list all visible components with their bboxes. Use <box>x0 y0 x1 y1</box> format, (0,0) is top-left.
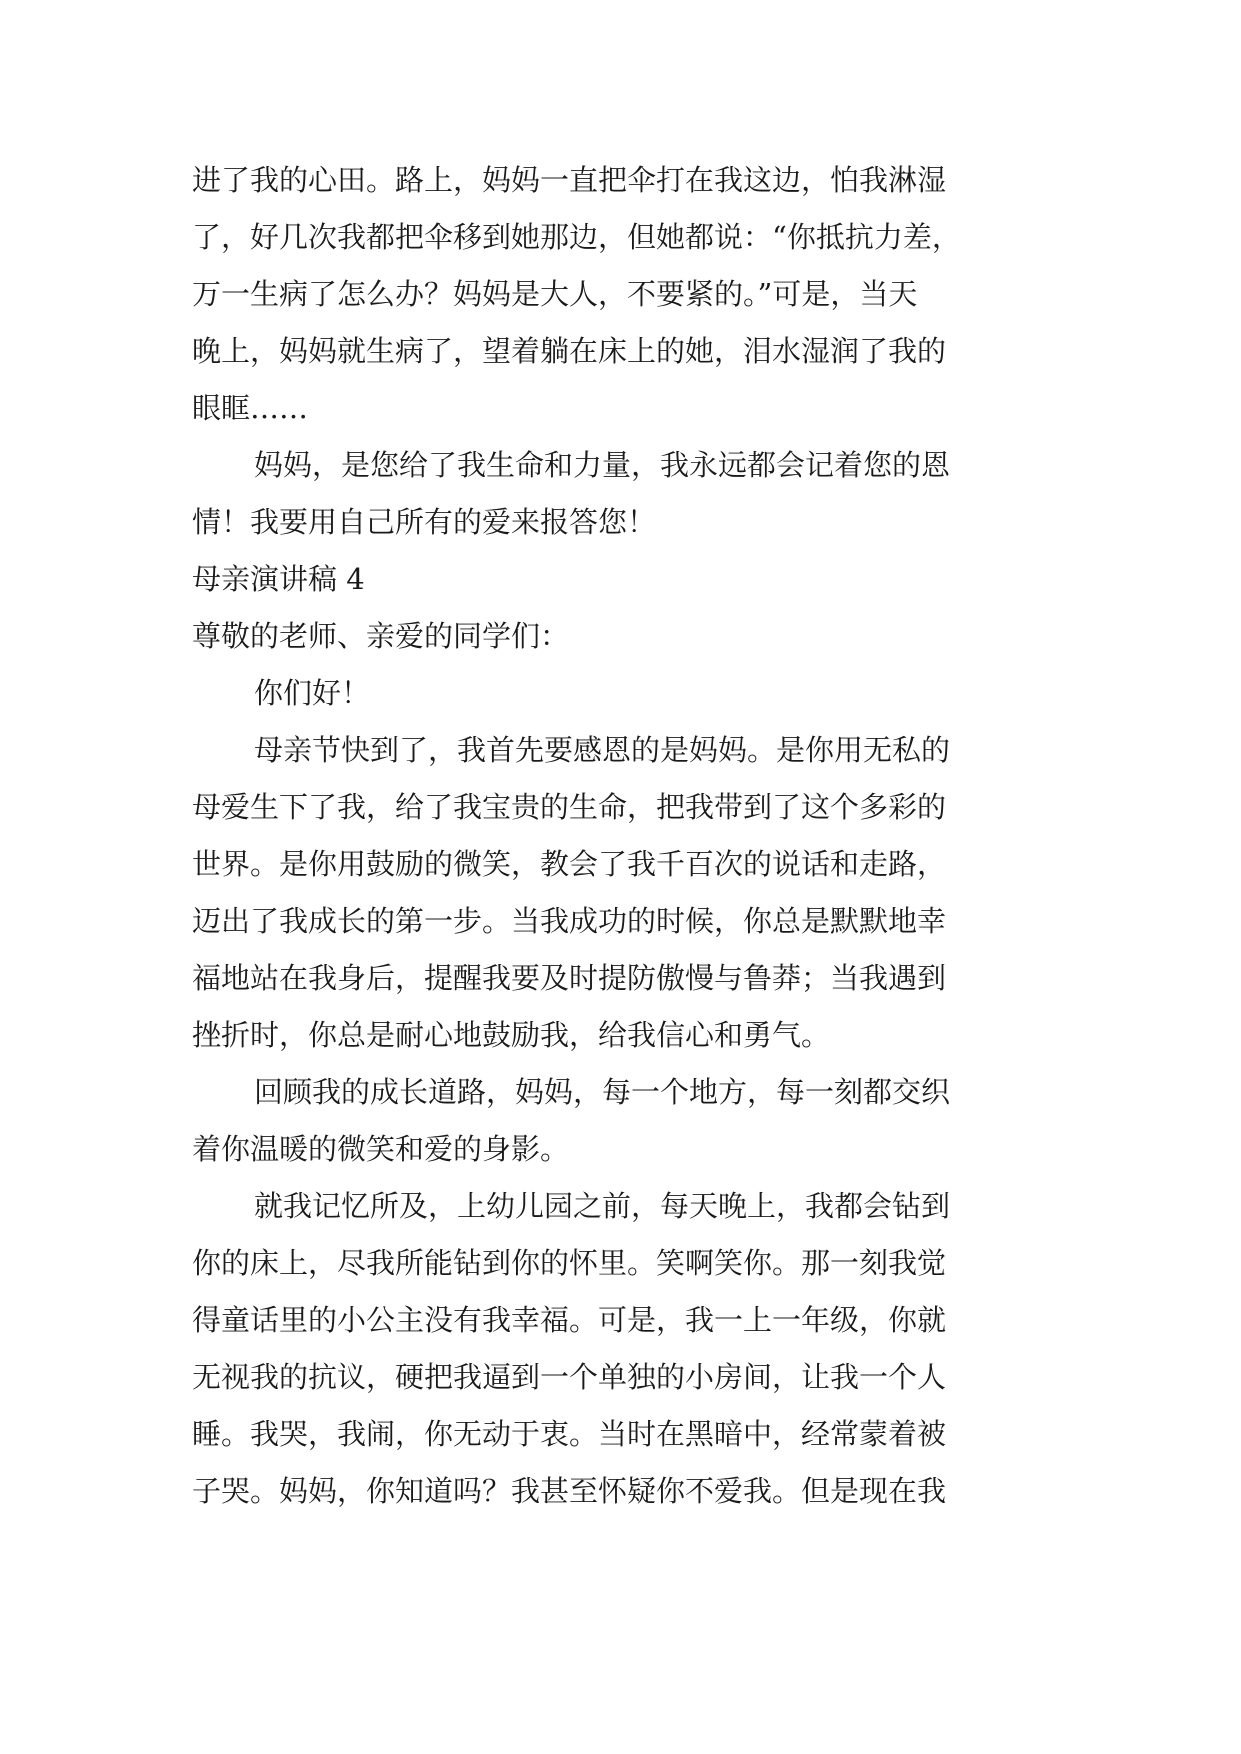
text-line: 眼眶…… <box>192 391 309 425</box>
text-line: 情！我要用自己所有的爱来报答您！ <box>192 505 657 539</box>
text-line: 无视我的抗议，硬把我逼到一个单独的小房间，让我一个人 <box>192 1360 947 1394</box>
text-line: 母爱生下了我，给了我宝贵的生命，把我带到了这个多彩的 <box>192 790 947 824</box>
text-line: 睡。我哭，我闹，你无动于衷。当时在黑暗中，经常蒙着被 <box>192 1417 947 1451</box>
text-line: 万一生病了怎么办？妈妈是大人，不要紧的。”可是，当天 <box>192 277 918 311</box>
text-line: 了，好几次我都把伞移到她那边，但她都说：“你抵抗力差， <box>192 220 961 254</box>
text-line: 挫折时，你总是耐心地鼓励我，给我信心和勇气。 <box>192 1018 831 1052</box>
text-line: 世界。是你用鼓励的微笑，教会了我千百次的说话和走路， <box>192 847 947 881</box>
text-line: 迈出了我成长的第一步。当我成功的时候，你总是默默地幸 <box>192 904 947 938</box>
paragraph-start-line: 母亲节快到了，我首先要感恩的是妈妈。是你用无私的 <box>254 733 951 767</box>
text-line: 得童话里的小公主没有我幸福。可是，我一上一年级，你就 <box>192 1303 947 1337</box>
salutation-line: 尊敬的老师、亲爱的同学们： <box>192 619 570 653</box>
text-line: 福地站在我身后，提醒我要及时提防傲慢与鲁莽；当我遇到 <box>192 961 947 995</box>
paragraph-start-line: 妈妈，是您给了我生命和力量，我永远都会记着您的恩 <box>254 448 951 482</box>
paragraph-start-line: 回顾我的成长道路，妈妈，每一个地方，每一刻都交织 <box>254 1075 951 1109</box>
text-line: 进了我的心田。路上，妈妈一直把伞打在我这边，怕我淋湿 <box>192 163 947 197</box>
section-heading: 母亲演讲稿 4 <box>192 562 365 596</box>
paragraph-start-line: 就我记忆所及，上幼儿园之前，每天晚上，我都会钻到 <box>254 1189 951 1223</box>
text-line: 着你温暖的微笑和爱的身影。 <box>192 1132 570 1166</box>
text-line: 你的床上，尽我所能钻到你的怀里。笑啊笑你。那一刻我觉 <box>192 1246 947 1280</box>
text-line: 晚上，妈妈就生病了，望着躺在床上的她，泪水湿润了我的 <box>192 334 947 368</box>
text-line: 子哭。妈妈，你知道吗？我甚至怀疑你不爱我。但是现在我 <box>192 1474 947 1508</box>
greeting-line: 你们好！ <box>254 676 371 710</box>
